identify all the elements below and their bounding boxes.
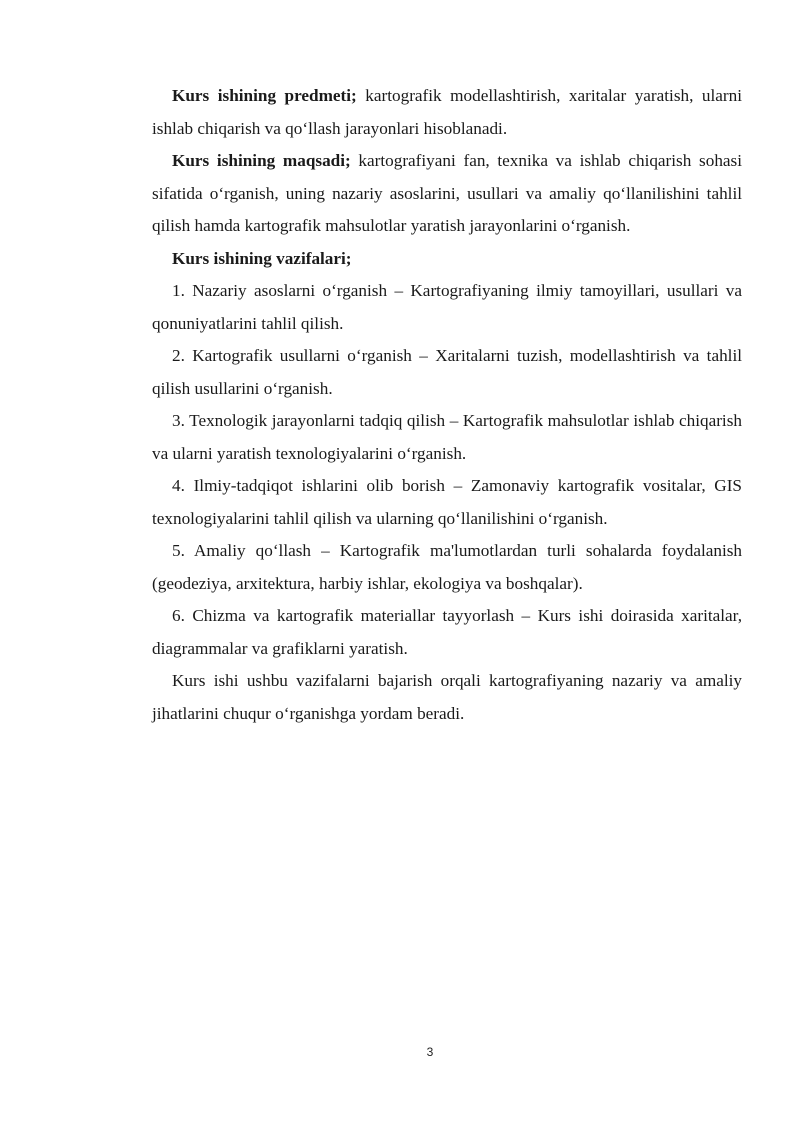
paragraph-subject xyxy=(152,80,742,145)
task-item-1 xyxy=(152,275,742,340)
task-item-text: 4. Ilmiy-tadqiqot ishlarini olib borish – Zamonaviy kartografik vositalar, GIS texnologiyalarini tahlil qilish va ularning qo‘llanilishini o‘rganish. xyxy=(152,476,742,528)
tasks-heading: Kurs ishining vazifalari; xyxy=(172,248,352,268)
task-item-text: 5. Amaliy qo‘llash – Kartografik ma'lumotlardan turli sohalarda foydalanish (geodeziya, arxitektura, harbiy ishlar, ekologiya va boshqalar). xyxy=(152,541,742,593)
paragraph-conclusion xyxy=(152,665,742,730)
subject-heading: Kurs ishining predmeti; xyxy=(172,86,357,105)
subject-text: kartografik modellashtirish, xaritalar yaratish, ularni ishlab chiqarish va qo‘llash jarayonlari hisoblanadi. xyxy=(152,86,742,138)
task-item-5 xyxy=(152,535,742,600)
page-number: 3 xyxy=(426,1045,434,1059)
goal-text: kartografiyani fan, texnika va ishlab chiqarish sohasi sifatida o‘rganish, uning nazariy asoslarini, usullari va amaliy qo‘llanilishini tahlil qilish hamda kartografik mahsulotlar yaratish jarayonlarini o‘rganish. xyxy=(152,151,743,235)
task-item-6 xyxy=(152,600,742,665)
paragraph-goal xyxy=(152,145,742,243)
goal-heading: Kurs ishining maqsadi; xyxy=(172,151,351,170)
task-item-2 xyxy=(152,340,742,405)
conclusion-text: Kurs ishi ushbu vazifalarni bajarish orqali kartografiyaning nazariy va amaliy jihatlarini chuqur o‘rganishga yordam beradi. xyxy=(152,671,742,723)
task-item-text: 1. Nazariy asoslarni o‘rganish – Kartografiyaning ilmiy tamoyillari, usullari va qonuniyatlarini tahlil qilish. xyxy=(152,281,742,333)
task-item-text: 3. Texnologik jarayonlarni tadqiq qilish – Kartografik mahsulotlar ishlab chiqarish va ularni yaratish texnologiyalarini o‘rganish. xyxy=(152,411,742,463)
task-item-text: 2. Kartografik usullarni o‘rganish – Xaritalarni tuzish, modellashtirish va tahlil qilish usullarini o‘rganish. xyxy=(152,346,742,398)
task-item-text: 6. Chizma va kartografik materiallar tayyorlash – Kurs ishi doirasida xaritalar, diagrammalar va grafiklarni yaratish. xyxy=(152,606,742,658)
task-item-4 xyxy=(152,470,742,535)
task-item-3 xyxy=(152,405,742,470)
paragraph-tasks-heading xyxy=(152,243,742,276)
document-body xyxy=(152,80,742,730)
